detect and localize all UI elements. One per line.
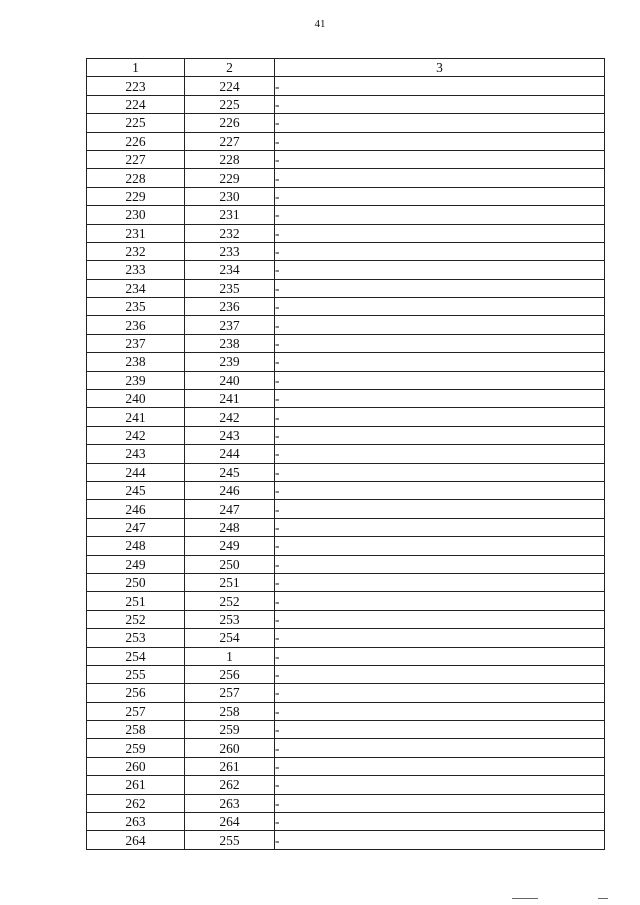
table-cell-col-3: - (275, 647, 605, 665)
table-cell-col-1: 262 (87, 794, 185, 812)
table-cell-col-1: 246 (87, 500, 185, 518)
table-row (87, 813, 605, 831)
table-cell-col-2: 233 (185, 242, 275, 260)
table-cell-col-2: 262 (185, 776, 275, 794)
table-cell-col-2: 256 (185, 665, 275, 683)
table-cell-col-3: - (275, 150, 605, 168)
table-cell-col-3: - (275, 665, 605, 683)
table-cell-col-2: 264 (185, 813, 275, 831)
table-cell-col-1: 228 (87, 169, 185, 187)
table-cell-col-2: 232 (185, 224, 275, 242)
table-cell-col-1: 227 (87, 150, 185, 168)
table-cell-col-3: - (275, 794, 605, 812)
table-row (87, 353, 605, 371)
table-row (87, 114, 605, 132)
table-cell-col-1: 232 (87, 242, 185, 260)
table-row (87, 555, 605, 573)
data-table (86, 58, 605, 850)
table-cell-col-1: 238 (87, 353, 185, 371)
table-cell-col-1: 225 (87, 114, 185, 132)
table-row (87, 408, 605, 426)
table-cell-col-2: 228 (185, 150, 275, 168)
table-cell-col-2: 240 (185, 371, 275, 389)
table-cell-col-3: - (275, 610, 605, 628)
table-row (87, 518, 605, 536)
table-cell-col-2: 260 (185, 739, 275, 757)
table-row (87, 445, 605, 463)
table-cell-col-1: 226 (87, 132, 185, 150)
table-cell-col-1: 250 (87, 573, 185, 591)
table-cell-col-2: 224 (185, 77, 275, 95)
table-cell-col-1: 243 (87, 445, 185, 463)
table-row (87, 481, 605, 499)
table-cell-col-2: 249 (185, 537, 275, 555)
table-cell-col-3: - (275, 408, 605, 426)
table-cell-col-3: - (275, 390, 605, 408)
header-col-1: 1 (87, 59, 185, 77)
table-row (87, 629, 605, 647)
table-row (87, 794, 605, 812)
table-cell-col-1: 242 (87, 426, 185, 444)
table-cell-col-1: 259 (87, 739, 185, 757)
table-cell-col-2: 231 (185, 206, 275, 224)
table-cell-col-3: - (275, 702, 605, 720)
table-cell-col-3: - (275, 629, 605, 647)
table-cell-col-3: - (275, 206, 605, 224)
table-cell-col-2: 252 (185, 592, 275, 610)
table-row (87, 463, 605, 481)
table-cell-col-1: 241 (87, 408, 185, 426)
header-col-3: 3 (275, 59, 605, 77)
table-cell-col-2: 227 (185, 132, 275, 150)
table-cell-col-3: - (275, 813, 605, 831)
header-col-2: 2 (185, 59, 275, 77)
table-cell-col-3: - (275, 371, 605, 389)
table-cell-col-1: 229 (87, 187, 185, 205)
table-cell-col-2: 254 (185, 629, 275, 647)
table-cell-col-2: 255 (185, 831, 275, 849)
table-row (87, 500, 605, 518)
table-row (87, 702, 605, 720)
table-cell-col-3: - (275, 592, 605, 610)
table-row (87, 573, 605, 591)
table-cell-col-1: 252 (87, 610, 185, 628)
table-cell-col-1: 233 (87, 261, 185, 279)
table-row (87, 537, 605, 555)
table-row (87, 316, 605, 334)
table-cell-col-1: 230 (87, 206, 185, 224)
table-cell-col-1: 257 (87, 702, 185, 720)
table-cell-col-2: 261 (185, 757, 275, 775)
table-row (87, 739, 605, 757)
table-cell-col-2: 251 (185, 573, 275, 591)
table-row (87, 647, 605, 665)
table-cell-col-1: 253 (87, 629, 185, 647)
table-row (87, 426, 605, 444)
table-cell-col-2: 247 (185, 500, 275, 518)
table-row (87, 390, 605, 408)
table-cell-col-2: 258 (185, 702, 275, 720)
table-row (87, 132, 605, 150)
table-cell-col-2: 236 (185, 298, 275, 316)
table-cell-col-1: 263 (87, 813, 185, 831)
table-cell-col-2: 238 (185, 334, 275, 352)
table-row (87, 298, 605, 316)
header-row (87, 59, 605, 77)
page-number: 41 (314, 18, 326, 30)
table-row (87, 206, 605, 224)
table-cell-col-3: - (275, 537, 605, 555)
table-cell-col-1: 240 (87, 390, 185, 408)
table-row (87, 665, 605, 683)
table-cell-col-2: 248 (185, 518, 275, 536)
table-cell-col-1: 247 (87, 518, 185, 536)
table-cell-col-3: - (275, 169, 605, 187)
table-cell-col-2: 234 (185, 261, 275, 279)
table-row (87, 592, 605, 610)
table-row (87, 279, 605, 297)
table-cell-col-2: 1 (185, 647, 275, 665)
table-cell-col-1: 251 (87, 592, 185, 610)
table-row (87, 610, 605, 628)
table-cell-col-2: 230 (185, 187, 275, 205)
table-cell-col-2: 225 (185, 95, 275, 113)
table-cell-col-2: 257 (185, 684, 275, 702)
table-cell-col-2: 229 (185, 169, 275, 187)
table-cell-col-3: - (275, 114, 605, 132)
table-cell-col-1: 254 (87, 647, 185, 665)
table-row (87, 831, 605, 849)
table-cell-col-3: - (275, 831, 605, 849)
table-cell-col-1: 231 (87, 224, 185, 242)
table-cell-col-3: - (275, 95, 605, 113)
table-cell-col-2: 239 (185, 353, 275, 371)
table-cell-col-2: 243 (185, 426, 275, 444)
table-cell-col-3: - (275, 298, 605, 316)
table-cell-col-3: - (275, 721, 605, 739)
table-cell-col-1: 234 (87, 279, 185, 297)
table-row (87, 95, 605, 113)
table-cell-col-2: 226 (185, 114, 275, 132)
table-cell-col-2: 237 (185, 316, 275, 334)
table-row (87, 684, 605, 702)
table-cell-col-1: 248 (87, 537, 185, 555)
table-row (87, 261, 605, 279)
table-cell-col-3: - (275, 481, 605, 499)
table-cell-col-1: 224 (87, 95, 185, 113)
table-cell-col-2: 263 (185, 794, 275, 812)
table-cell-col-2: 241 (185, 390, 275, 408)
table-cell-col-1: 235 (87, 298, 185, 316)
table-cell-col-3: - (275, 353, 605, 371)
table-cell-col-3: - (275, 224, 605, 242)
table-cell-col-3: - (275, 776, 605, 794)
table-cell-col-1: 244 (87, 463, 185, 481)
table-cell-col-3: - (275, 757, 605, 775)
table-cell-col-3: - (275, 132, 605, 150)
table-cell-col-3: - (275, 739, 605, 757)
table-cell-col-1: 260 (87, 757, 185, 775)
table-cell-col-3: - (275, 77, 605, 95)
table-row (87, 77, 605, 95)
table-row (87, 721, 605, 739)
table-cell-col-2: 242 (185, 408, 275, 426)
table-row (87, 242, 605, 260)
table-cell-col-3: - (275, 187, 605, 205)
table-cell-col-3: - (275, 334, 605, 352)
scan-marks (512, 898, 612, 902)
table-cell-col-1: 258 (87, 721, 185, 739)
table-cell-col-3: - (275, 518, 605, 536)
table-row (87, 757, 605, 775)
table-cell-col-2: 250 (185, 555, 275, 573)
table-cell-col-1: 237 (87, 334, 185, 352)
table-cell-col-1: 264 (87, 831, 185, 849)
table-row (87, 371, 605, 389)
table-body (87, 77, 605, 849)
table-cell-col-3: - (275, 463, 605, 481)
table-cell-col-1: 261 (87, 776, 185, 794)
table-cell-col-3: - (275, 573, 605, 591)
table-cell-col-3: - (275, 500, 605, 518)
table-cell-col-3: - (275, 316, 605, 334)
table-cell-col-2: 253 (185, 610, 275, 628)
table-row (87, 334, 605, 352)
table-row (87, 150, 605, 168)
table-cell-col-1: 249 (87, 555, 185, 573)
table-cell-col-1: 236 (87, 316, 185, 334)
table-cell-col-3: - (275, 426, 605, 444)
table-header (87, 59, 605, 77)
table-row (87, 776, 605, 794)
table-row (87, 187, 605, 205)
table-cell-col-2: 245 (185, 463, 275, 481)
table-cell-col-2: 259 (185, 721, 275, 739)
table-cell-col-2: 246 (185, 481, 275, 499)
table-cell-col-3: - (275, 242, 605, 260)
table-cell-col-2: 244 (185, 445, 275, 463)
table-cell-col-1: 255 (87, 665, 185, 683)
table-row (87, 224, 605, 242)
table-cell-col-3: - (275, 279, 605, 297)
table-cell-col-1: 223 (87, 77, 185, 95)
table-cell-col-3: - (275, 261, 605, 279)
table-cell-col-3: - (275, 684, 605, 702)
table-cell-col-1: 239 (87, 371, 185, 389)
table-cell-col-1: 245 (87, 481, 185, 499)
table-cell-col-3: - (275, 445, 605, 463)
table-row (87, 169, 605, 187)
table-cell-col-1: 256 (87, 684, 185, 702)
table-cell-col-2: 235 (185, 279, 275, 297)
table-cell-col-3: - (275, 555, 605, 573)
